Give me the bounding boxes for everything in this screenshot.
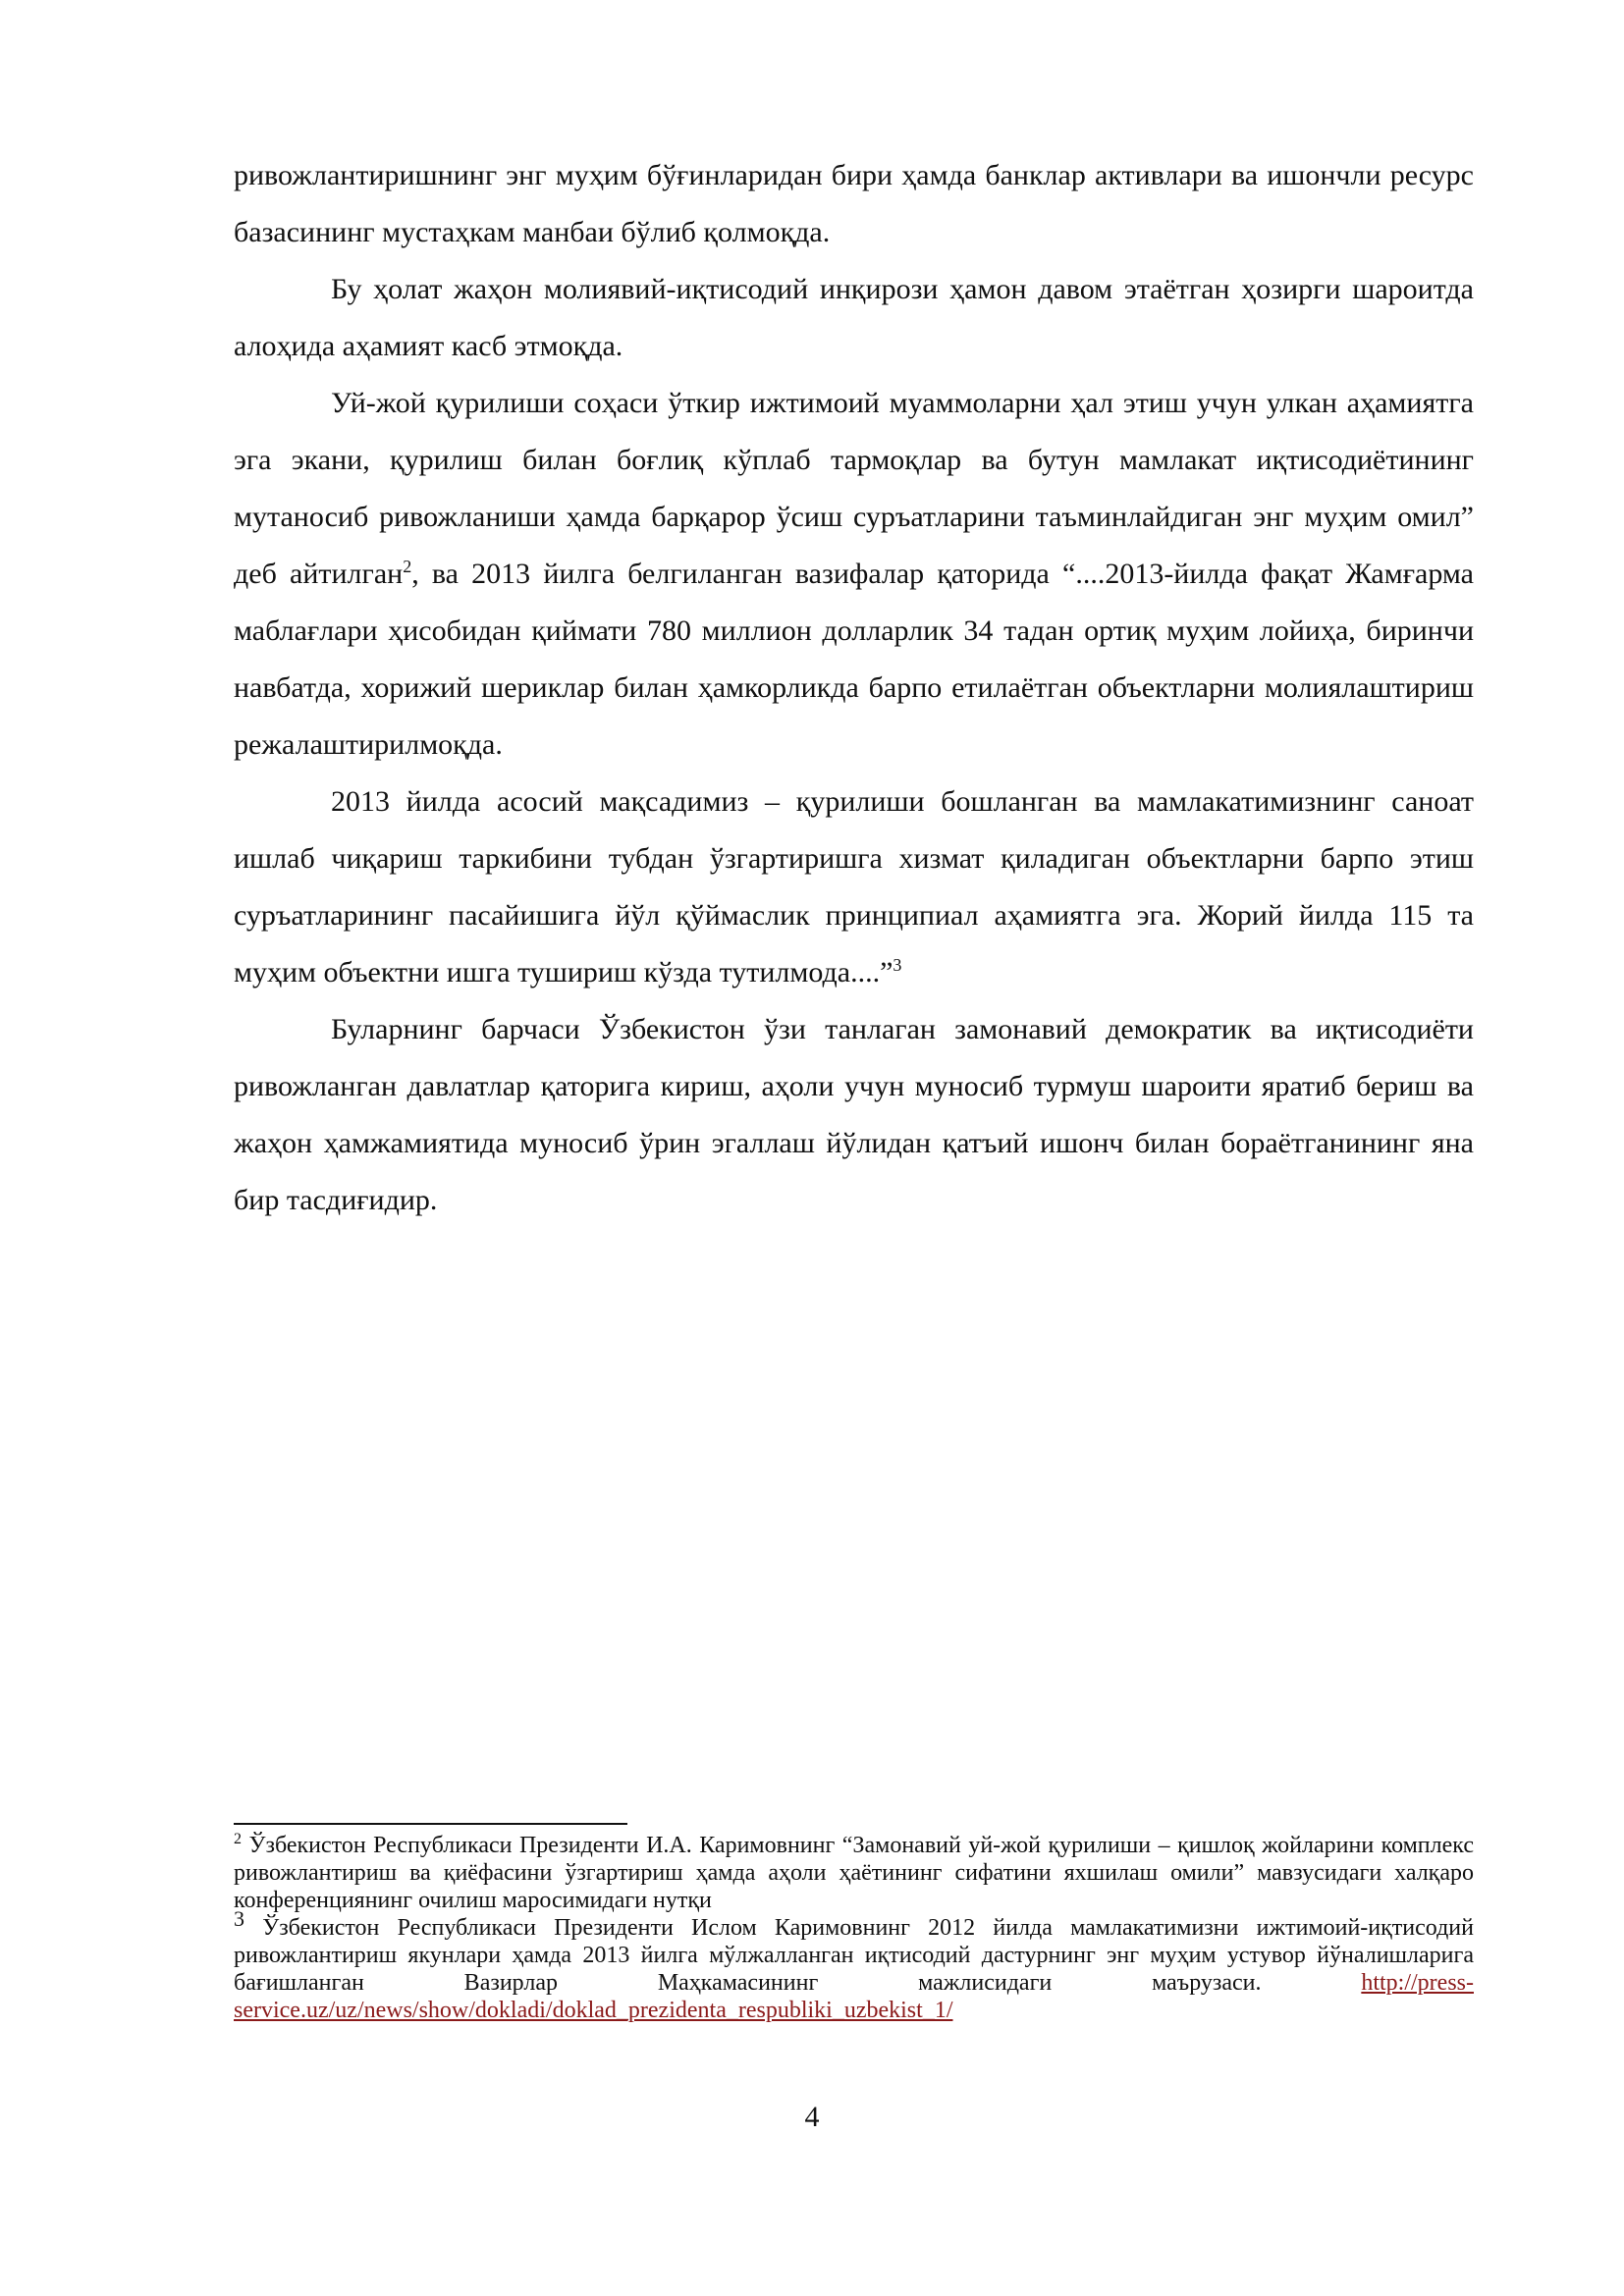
paragraph-5-text: Буларнинг барчаси Ўзбекистон ўзи танлаган замонавий демократик ва иқтисодиёти ривожланган давлатлар қаторига кириш, аҳоли учун муносиб турмуш шароити яратиб бериш ва жаҳон ҳамжамиятида муносиб ўрин эгаллаш йўлидан қатъий ишонч билан бораётганининг яна бир тасдиғидир. [234, 1013, 1474, 1216]
paragraph-3-text-a: Уй-жой қурилиши соҳаси ўткир ижтимоий муаммоларни ҳал этиш учун улкан аҳамиятга эга экани, қурилиш билан боғлиқ кўплаб тармоқлар ва бутун мамлакат иқтисодиётининг мутаносиб ривожланиши ҳамда барқарор ўсиш суръатларини таъминлайдиган энг муҳим омил” деб айтилган [234, 387, 1474, 590]
footnote-3-link[interactable]: http://press-service.uz/uz/news/show/dokladi/doklad_prezidenta_respubliki_uzbekist_1/ [234, 1970, 1474, 2023]
paragraph-2-text: Бу ҳолат жаҳон молиявий-иқтисодий инқирози ҳамон давом этаётган ҳозирги шароитда алоҳида аҳамият касб этмоқда. [234, 273, 1474, 362]
footnote-separator [234, 1823, 627, 1825]
footnote-3-text: Ўзбекистон Республикаси Президенти Ислом Каримовнинг 2012 йилда мамлакатимизни ижтимоий-иқтисодий ривожлантириш якунлари ҳамда 2013 йилга мўлжалланган иқтисодий дастурнинг энг муҳим устувор йўналишларига бағишланган Вазирлар Маҳкамасининг мажлисидаги маърузаси. [234, 1915, 1474, 1996]
footnote-ref-2[interactable]: 2 [403, 557, 412, 576]
footnote-2-mark: 2 [234, 1831, 242, 1847]
paragraph-4-text: 2013 йилда асосий мақсадимиз – қурилиши бошланган ва мамлакатимизнинг саноат ишлаб чиқариш таркибини тубдан ўзгартиришга хизмат қиладиган объектларни барпо этиш суръатларининг пасайишига йўл қўймаслик принципиал аҳамиятга эга. Жорий йилда 115 та муҳим объектни ишга тушириш кўзда тутилмода....” [234, 785, 1474, 988]
paragraph-3 [234, 375, 1474, 774]
paragraph-3-text-b: , ва 2013 йилга белгиланган вазифалар қаторида “....2013-йилда фақат Жамғарма маблағлари ҳисобидан қиймати 780 миллион долларлик 34 тадан ортиқ муҳим лойиҳа, биринчи навбатда, хорижий шериклар билан ҳамкорликда барпо етилаётган объектларни молиялаштириш режалаштирилмоқда. [234, 558, 1474, 761]
footnotes [234, 1832, 1474, 2024]
footnote-2 [234, 1832, 1474, 1914]
paragraph-2 [234, 261, 1474, 375]
paragraph-4 [234, 774, 1474, 1001]
paragraph-1-text: ривожлантиришнинг энг муҳим бўғинларидан бири ҳамда банклар активлари ва ишончли ресурс базасининг мустаҳкам манбаи бўлиб қолмоқда. [234, 159, 1474, 248]
footnote-3 [234, 1906, 1474, 2024]
body-text [234, 147, 1474, 1229]
footnote-3-mark: 3 [234, 1906, 244, 1931]
footnote-ref-3[interactable]: 3 [893, 955, 902, 975]
paragraph-1 [234, 147, 1474, 261]
page-number: 4 [804, 2101, 820, 2133]
paragraph-5 [234, 1001, 1474, 1229]
footnote-2-text: Ўзбекистон Республикаси Президенти И.А. Каримовнинг “Замонавий уй-жой қурилиши – қишлоқ жойларини комплекс ривожлантириш ва қиёфасини ўзгартириш ҳамда аҳоли ҳаётининг сифатини яхшилаш омили” мавзусидаги халқаро конференциянинг очилиш маросимидаги нутқи [234, 1833, 1474, 1913]
